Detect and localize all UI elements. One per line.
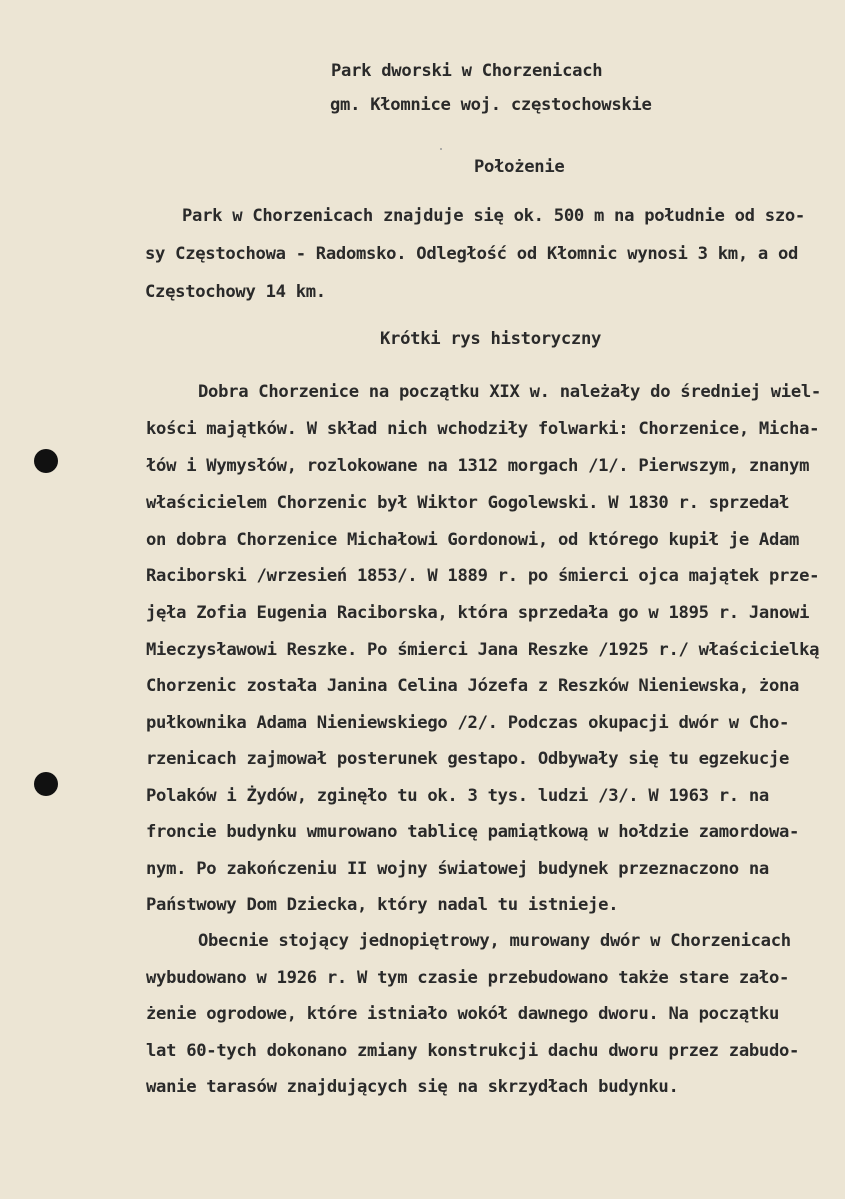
text-line: wybudowano w 1926 r. W tym czasie przebudowano także stare zało- xyxy=(146,968,790,988)
section-heading-history: Krótki rys historyczny xyxy=(380,329,602,349)
text-line: wanie tarasów znajdujących się na skrzydłach budynku. xyxy=(146,1077,679,1097)
text-line: Chorzenic została Janina Celina Józefa z Reszków Nieniewska, żona xyxy=(146,676,800,696)
text-line: żenie ogrodowe, które istniało wokół dawnego dworu. Na początku xyxy=(146,1004,780,1024)
text-line: Dobra Chorzenice na początku XIX w. należały do średniej wiel- xyxy=(198,382,821,402)
text-line: jęła Zofia Eugenia Raciborska, która sprzedała go w 1895 r. Janowi xyxy=(146,603,810,623)
text-line: Obecnie stojący jednopiętrowy, murowany dwór w Chorzenicach xyxy=(198,931,791,951)
text-line: nym. Po zakończeniu II wojny światowej budynek przeznaczono na xyxy=(146,859,769,879)
text-line: froncie budynku wmurowano tablicę pamiątkową w hołdzie zamordowa- xyxy=(146,822,800,842)
text-line: pułkownika Adama Nieniewskiego /2/. Podczas okupacji dwór w Cho- xyxy=(146,713,790,733)
text-line: sy Częstochowa - Radomsko. Odległość od Kłomnic wynosi 3 km, a od xyxy=(145,244,799,264)
text-line: Częstochowy 14 km. xyxy=(145,282,326,302)
text-line: rzenicach zajmował posterunek gestapo. Odbywały się tu egzekucje xyxy=(146,749,790,769)
paper-speck xyxy=(440,148,442,150)
text-line: Mieczysławowi Reszke. Po śmierci Jana Reszke /1925 r./ właścicielką xyxy=(146,640,820,660)
text-line: kości majątków. W skład nich wchodziły folwarki: Chorzenice, Micha- xyxy=(146,419,820,439)
text-line: Raciborski /wrzesień 1853/. W 1889 r. po śmierci ojca majątek prze- xyxy=(146,566,820,586)
document-title-line2: gm. Kłomnice woj. częstochowskie xyxy=(330,95,652,115)
text-line: lat 60-tych dokonano zmiany konstrukcji dachu dworu przez zabudo- xyxy=(146,1041,800,1061)
text-line: Park w Chorzenicach znajduje się ok. 500 m na południe od szo- xyxy=(182,206,805,226)
text-line: on dobra Chorzenice Michałowi Gordonowi, od którego kupił je Adam xyxy=(146,530,800,550)
punch-hole-bottom xyxy=(34,772,58,796)
text-line: łów i Wymysłów, rozlokowane na 1312 morgach /1/. Pierwszym, znanym xyxy=(146,456,810,476)
text-line: Polaków i Żydów, zginęło tu ok. 3 tys. ludzi /3/. W 1963 r. na xyxy=(146,786,769,806)
document-title-line1: Park dworski w Chorzenicach xyxy=(331,61,603,81)
text-line: Państwowy Dom Dziecka, który nadal tu istnieje. xyxy=(146,895,619,915)
section-heading-location: Położenie xyxy=(474,157,565,177)
punch-hole-top xyxy=(34,449,58,473)
text-line: właścicielem Chorzenic był Wiktor Gogolewski. W 1830 r. sprzedał xyxy=(146,493,790,513)
